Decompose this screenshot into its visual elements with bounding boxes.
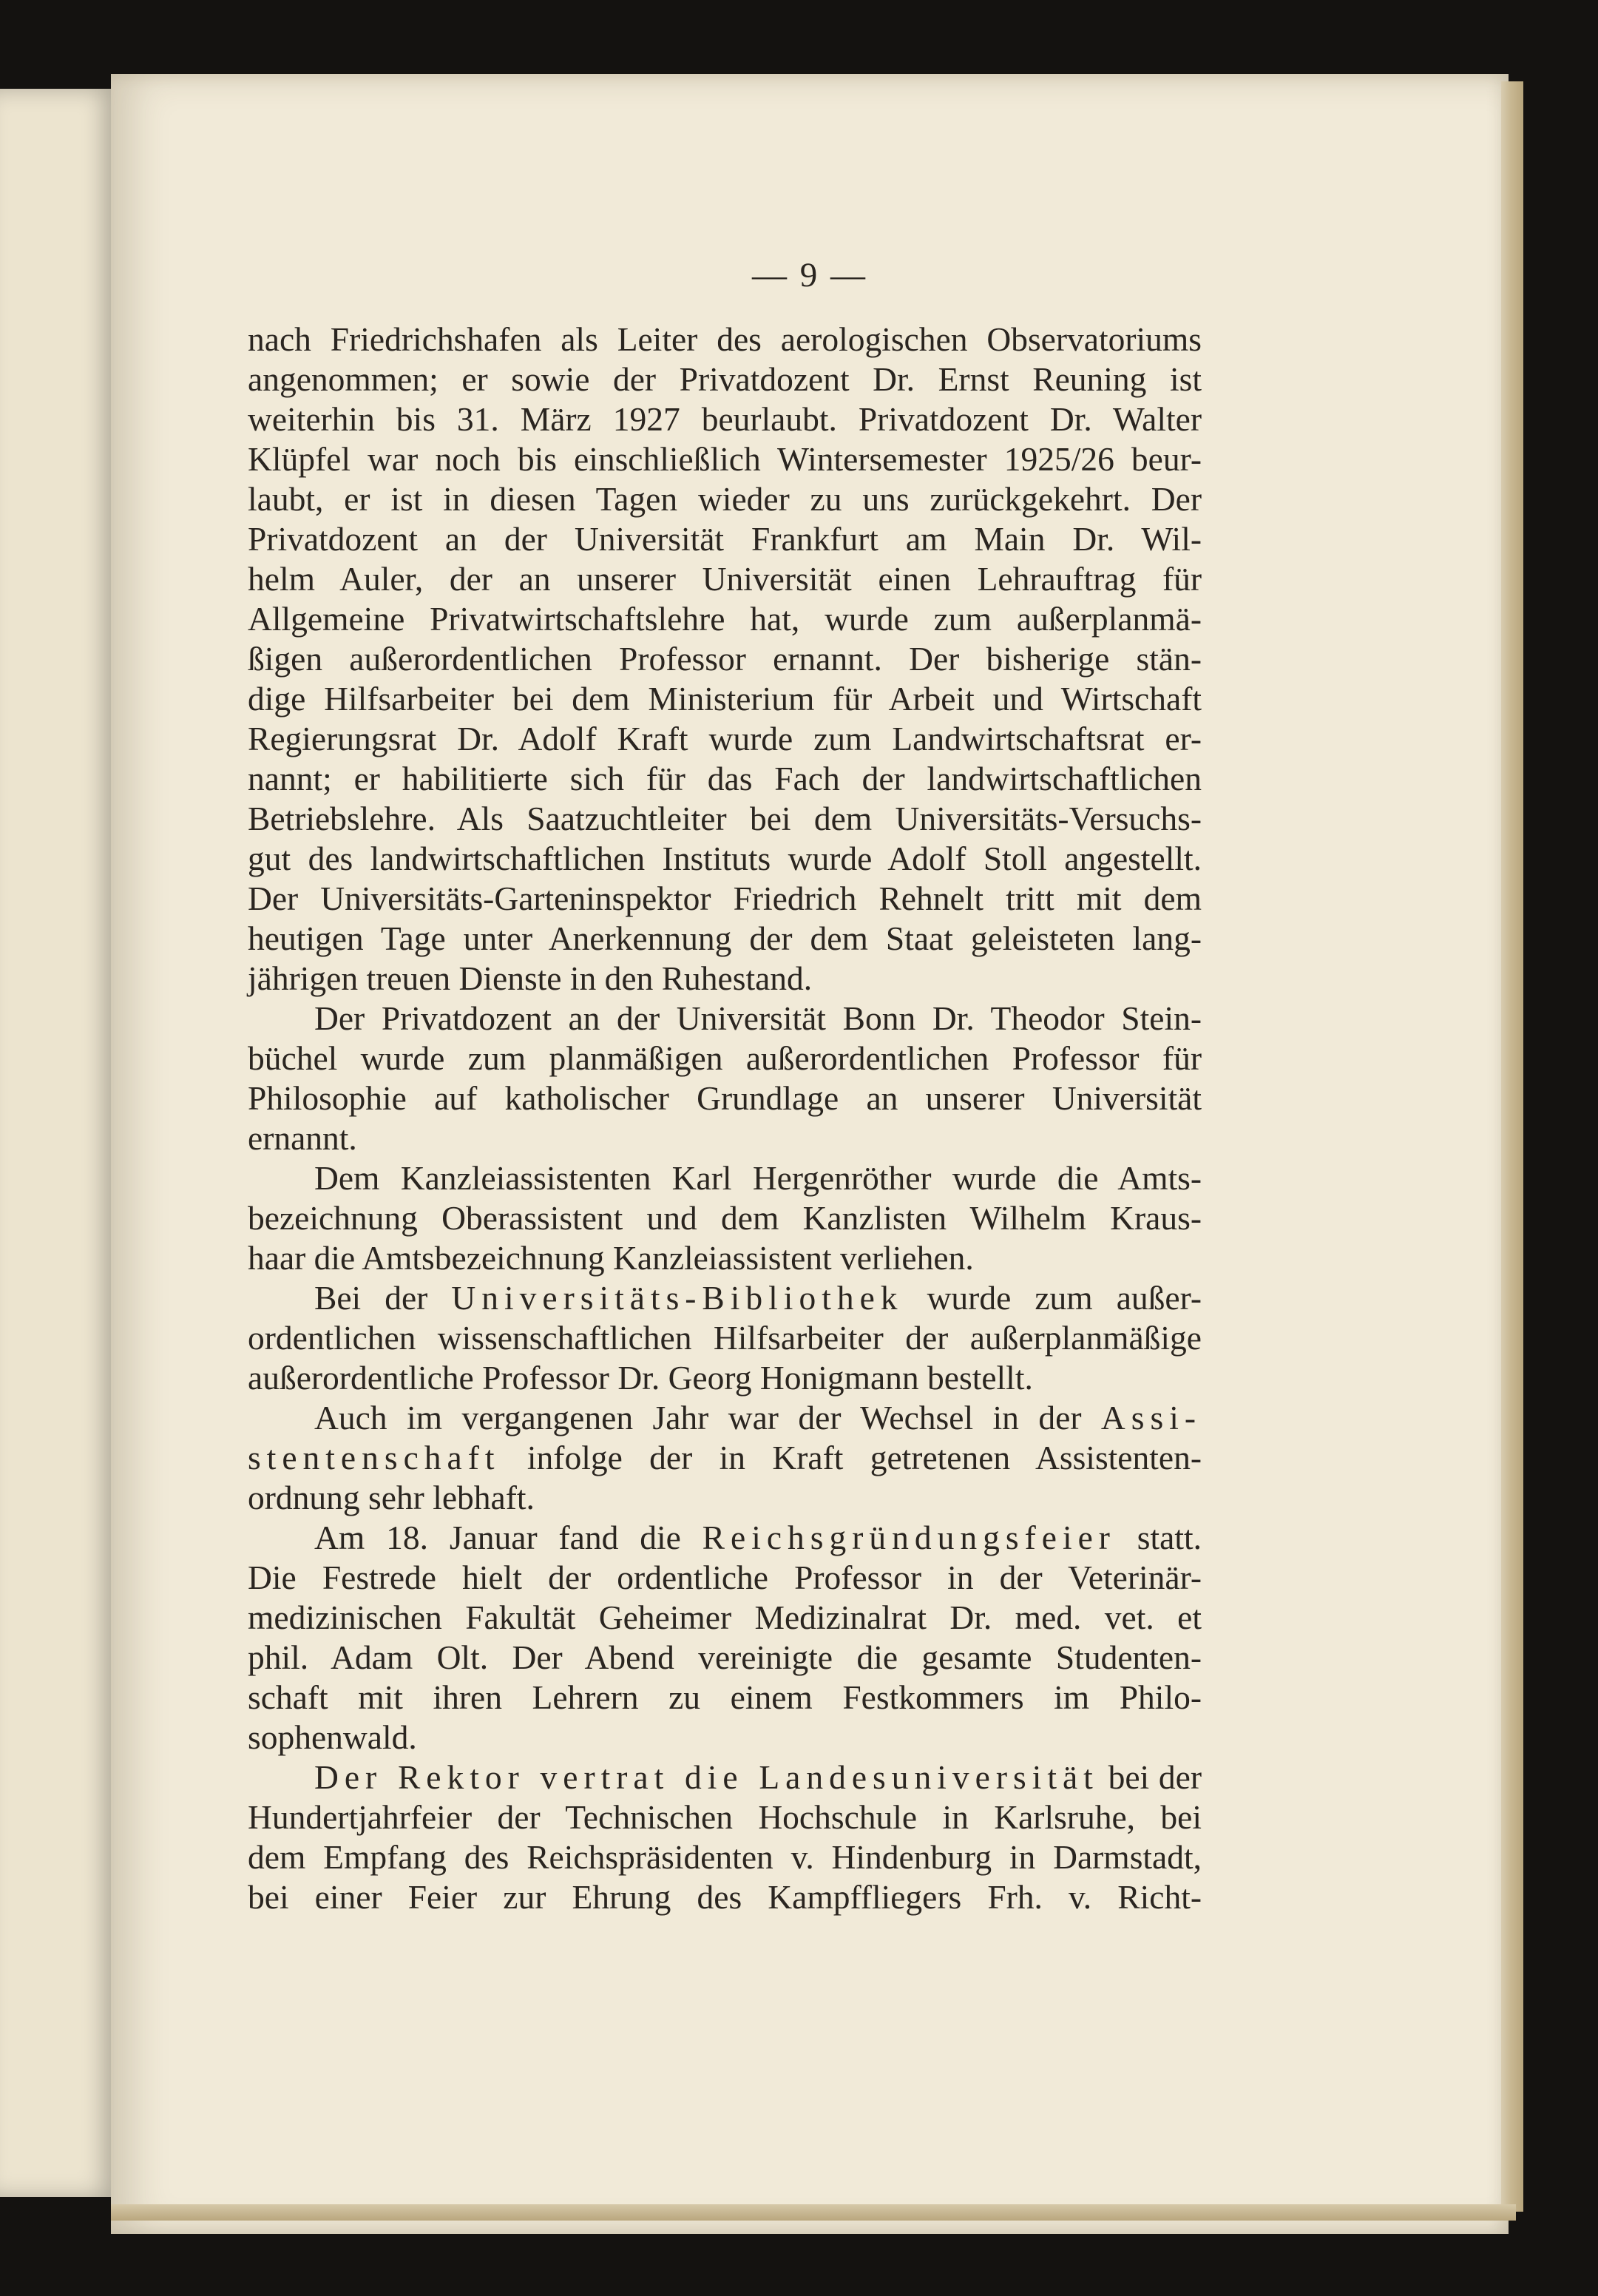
text-line: Allgemeine Privatwirtschaftslehre hat, wurde zum außerplanmä- (248, 600, 1202, 638)
facing-page-edge (0, 89, 118, 2197)
text-line: jährigen treuen Dienste in den Ruhestand. (248, 959, 813, 997)
text-line: laubt, er ist in diesen Tagen wieder zu uns zurückgekehrt. Der (248, 480, 1202, 518)
text-line: Der Universitäts-Garteninspektor Friedrich Rehnelt tritt mit dem (248, 879, 1202, 917)
text-line: dem Empfang des Reichspräsidenten v. Hindenburg in Darmstadt, (248, 1838, 1202, 1876)
line-text: Am 18. Januar fand die (314, 1519, 702, 1556)
text-line: Betriebslehre. Als Saatzuchtleiter bei dem Universitäts-Versuchs- (248, 800, 1202, 837)
text-line: Philosophie auf katholischer Grundlage an unserer Universität (248, 1079, 1202, 1117)
text-line: ernannt. (248, 1119, 357, 1157)
text-line: gut des landwirtschaftlichen Instituts wurde Adolf Stoll angestellt. (248, 840, 1202, 877)
text-line: Klüpfel war noch bis einschließlich Wintersemester 1925/26 beur- (248, 440, 1202, 478)
text-line: Die Festrede hielt der ordentliche Professor in der Veterinär- (248, 1559, 1202, 1596)
text-line: weiterhin bis 31. März 1927 beurlaubt. Privatdozent Dr. Walter (248, 400, 1202, 438)
page-stack-edge (1501, 81, 1523, 2212)
line-text: wurde zum außer- (903, 1279, 1202, 1317)
text-line: phil. Adam Olt. Der Abend vereinigte die gesamte Studenten- (248, 1638, 1202, 1676)
spaced-emphasis: Reichsgründungsfeier (702, 1519, 1116, 1556)
text-line: medizinischen Fakultät Geheimer Medizinalrat Dr. med. vet. et (248, 1598, 1202, 1636)
text-line: nach Friedrichshafen als Leiter des aerologischen Observatoriums (248, 320, 1202, 358)
line-text: Bei der (314, 1279, 452, 1317)
text-line: heutigen Tage unter Anerkennung der dem Staat geleisteten lang- (248, 919, 1202, 957)
text-line: dige Hilfsarbeiter bei dem Ministerium für Arbeit und Wirtschaft (248, 680, 1202, 718)
text-line: Dem Kanzleiassistenten Karl Hergenröther wurde die Amts- (314, 1159, 1202, 1197)
text-line: Regierungsrat Dr. Adolf Kraft wurde zum Landwirtschaftsrat er- (248, 720, 1202, 757)
text-line: ordnung sehr lebhaft. (248, 1479, 535, 1516)
body-text (248, 320, 1202, 1917)
text-line: sophenwald. (248, 1718, 417, 1756)
text-line (248, 1758, 1202, 1797)
page-bottom-edge (111, 2204, 1516, 2221)
spaced-emphasis: Assi- (1100, 1399, 1202, 1436)
text-line: ordentlichen wissenschaftlichen Hilfsarbeiter der außerplanmäßige (248, 1319, 1202, 1357)
line-text: bei der (1098, 1758, 1202, 1796)
spaced-emphasis: stentenschaft (248, 1439, 501, 1476)
text-line: haar die Amtsbezeichnung Kanzleiassistent verliehen. (248, 1239, 974, 1277)
text-line: außerordentliche Professor Dr. Georg Honigmann bestellt. (248, 1359, 1033, 1397)
spaced-emphasis: Der Rektor vertrat die Landesuniversität (314, 1758, 1099, 1796)
page-number: — 9 — (752, 256, 867, 294)
line-text: Auch im vergangenen Jahr war der Wechsel in der (314, 1399, 1101, 1436)
text-line (248, 1438, 1202, 1478)
text-line (248, 1518, 1202, 1558)
text-line: Hundertjahrfeier der Technischen Hochschule in Karlsruhe, bei (248, 1798, 1202, 1836)
text-line: bei einer Feier zur Ehrung des Kampffliegers Frh. v. Richt- (248, 1878, 1202, 1916)
line-text: infolge der in Kraft getretenen Assistenten- (500, 1439, 1202, 1476)
text-line: nannt; er habilitierte sich für das Fach der landwirtschaftlichen (248, 760, 1202, 797)
text-line (248, 1278, 1202, 1318)
text-line: schaft mit ihren Lehrern zu einem Festkommers im Philo- (248, 1678, 1202, 1716)
text-line: helm Auler, der an unserer Universität einen Lehrauftrag für (248, 560, 1202, 598)
text-line: bezeichnung Oberassistent und dem Kanzlisten Wilhelm Kraus- (248, 1199, 1202, 1237)
text-line (248, 1398, 1202, 1438)
text-line: Privatdozent an der Universität Frankfurt am Main Dr. Wil- (248, 520, 1202, 558)
text-line: ßigen außerordentlichen Professor ernannt. Der bisherige stän- (248, 640, 1202, 678)
text-line: büchel wurde zum planmäßigen außerordentlichen Professor für (248, 1039, 1202, 1077)
line-text: statt. (1115, 1519, 1202, 1556)
text-line: angenommen; er sowie der Privatdozent Dr. Ernst Reuning ist (248, 360, 1202, 398)
spaced-emphasis: Universitäts-Bibliothek (451, 1279, 904, 1317)
text-line: Der Privatdozent an der Universität Bonn Dr. Theodor Stein- (314, 999, 1202, 1037)
